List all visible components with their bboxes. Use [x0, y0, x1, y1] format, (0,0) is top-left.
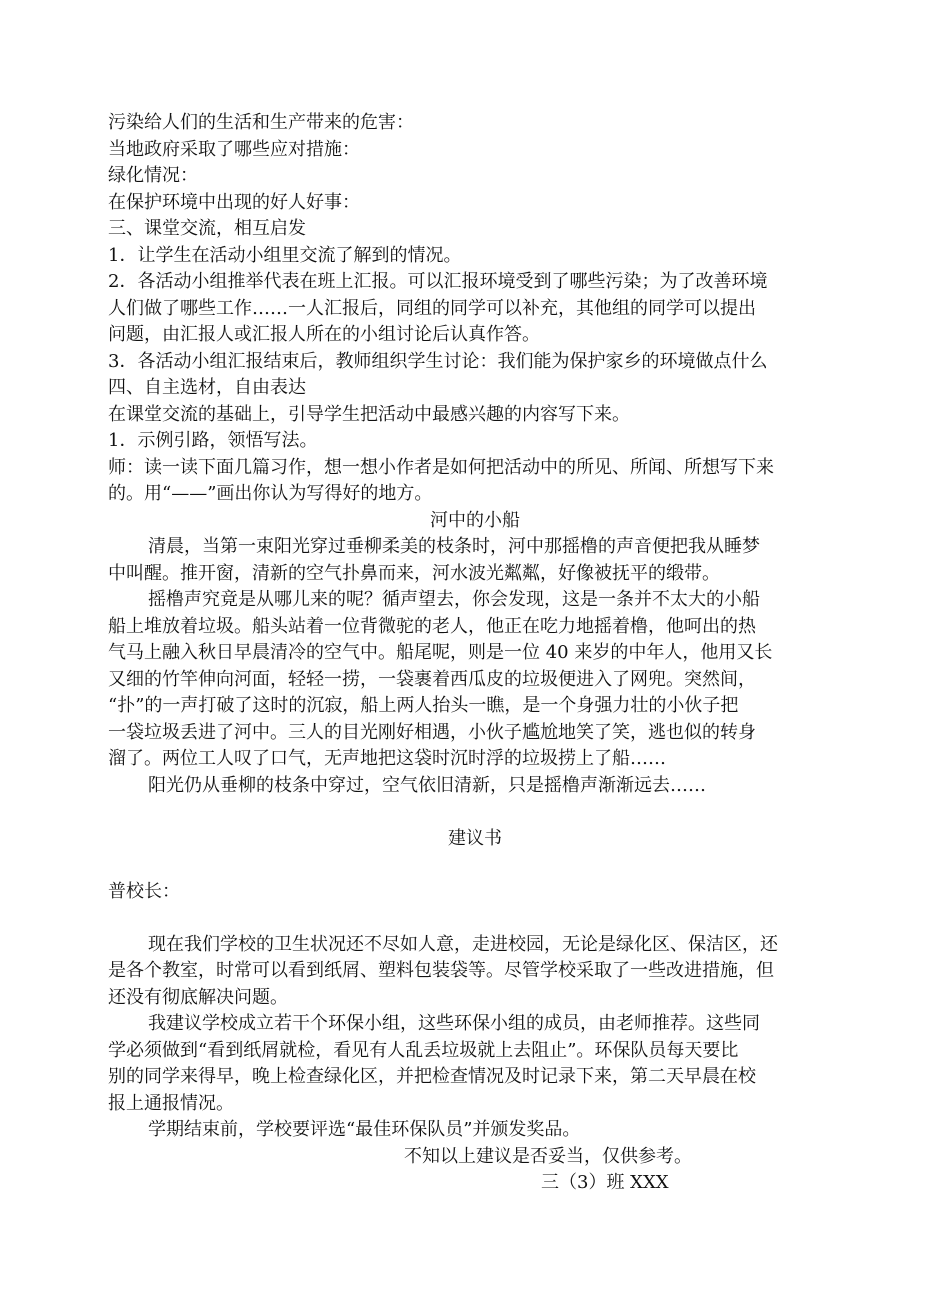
text-line: 2．各活动小组推举代表在班上汇报。可以汇报环境受到了哪些污染；为了改善环境	[108, 271, 768, 292]
letter-line: 学期结束前，学校要评选“最佳环保队员”并颁发奖品。	[148, 1119, 581, 1140]
section-heading: 四、自主选材，自由表达	[108, 377, 306, 398]
essay-line: 船上堆放着垃圾。船头站着一位背微驼的老人，他正在吃力地摇着橹，他呵出的热	[108, 615, 756, 637]
text-line: 问题，由汇报人或汇报人所在的小组讨论后认真作答。	[108, 324, 540, 345]
spacer	[108, 905, 842, 932]
text-line: 的。用“——”画出你认为写得好的地方。	[108, 483, 433, 504]
text-line: 师：读一读下面几篇习作，想一想小作者是如何把活动中的所见、所闻、所想写下来	[108, 456, 774, 478]
letter-line: 别的同学来得早，晚上检查绿化区，并把检查情况及时记录下来，第二天早晨在校	[108, 1066, 756, 1087]
lesson-plan-section	[108, 110, 842, 508]
essay-line: 气马上融入秋日早晨清冷的空气中。船尾呢，则是一位 40 来岁的中年人，他用又长	[108, 642, 773, 663]
letter-salutation: 普校长：	[108, 880, 180, 902]
essay-section	[108, 508, 842, 800]
text-line: 1．让学生在活动小组里交流了解到的情况。	[108, 244, 462, 266]
text-line: 3．各活动小组汇报结束后，教师组织学生讨论：我们能为保护家乡的环境做点什么	[108, 350, 768, 372]
essay-line: “扑”的一声打破了这时的沉寂，船上两人抬头一瞧，是一个身强力壮的小伙子把	[108, 695, 739, 716]
section-heading: 三、课堂交流，相互启发	[108, 218, 306, 239]
essay-line: 又细的竹竿伸向河面，轻轻一捞，一袋裹着西瓜皮的垃圾便进入了网兜。突然间，	[108, 668, 756, 690]
letter-section	[108, 826, 842, 1197]
essay-line: 中叫醒。推开窗，清新的空气扑鼻而来，河水波光粼粼，好像被抚平的缎带。	[108, 562, 720, 584]
letter-line: 学必须做到“看到纸屑就检，看见有人乱丢垃圾就上去阻止”。环保队员每天要比	[108, 1039, 739, 1061]
letter-line: 现在我们学校的卫生状况还不尽如人意，走进校园，无论是绿化区、保洁区，还	[148, 933, 778, 955]
essay-line: 清晨，当第一束阳光穿过垂柳柔美的枝条时，河中那摇橹的声音便把我从睡梦	[148, 536, 760, 557]
text-line: 当地政府采取了哪些应对措施：	[108, 138, 360, 160]
text-line: 绿化情况：	[108, 165, 198, 186]
essay-line: 一袋垃圾丢进了河中。三人的目光刚好相遇，小伙子尴尬地笑了笑，逃也似的转身	[108, 721, 756, 743]
text-line: 人们做了哪些工作……一人汇报后，同组的同学可以补充，其他组的同学可以提出	[108, 297, 756, 319]
essay-title: 河中的小船	[430, 509, 520, 531]
spacer	[108, 799, 842, 826]
letter-line: 是各个教室，时常可以看到纸屑、塑料包装袋等。尽管学校采取了一些改进措施，但	[108, 960, 774, 981]
text-line: 污染给人们的生活和生产带来的危害：	[108, 112, 414, 133]
essay-line: 阳光仍从垂柳的枝条中穿过，空气依旧清新，只是摇橹声渐渐远去……	[148, 774, 706, 796]
letter-line: 还没有彻底解决问题。	[108, 986, 288, 1008]
text-line: 1．示例引路，领悟写法。	[108, 430, 318, 451]
letter-signature: 三（3）班 XXX	[541, 1172, 669, 1193]
essay-line: 摇橹声究竟是从哪儿来的呢？循声望去，你会发现，这是一条并不太大的小船	[148, 589, 760, 610]
essay-line: 溜了。两位工人叹了口气，无声地把这袋时沉时浮的垃圾捞上了船……	[108, 748, 666, 769]
letter-closing: 不知以上建议是否妥当，仅供参考。	[404, 1145, 692, 1167]
text-line: 在保护环境中出现的好人好事：	[108, 191, 360, 213]
letter-line: 我建议学校成立若干个环保小组，这些环保小组的成员，由老师推荐。这些同	[148, 1013, 760, 1034]
letter-title: 建议书	[448, 827, 502, 849]
spacer	[108, 852, 842, 879]
letter-line: 报上通报情况。	[108, 1092, 234, 1114]
document-page	[108, 110, 842, 1197]
text-line: 在课堂交流的基础上，引导学生把活动中最感兴趣的内容写下来。	[108, 403, 630, 425]
